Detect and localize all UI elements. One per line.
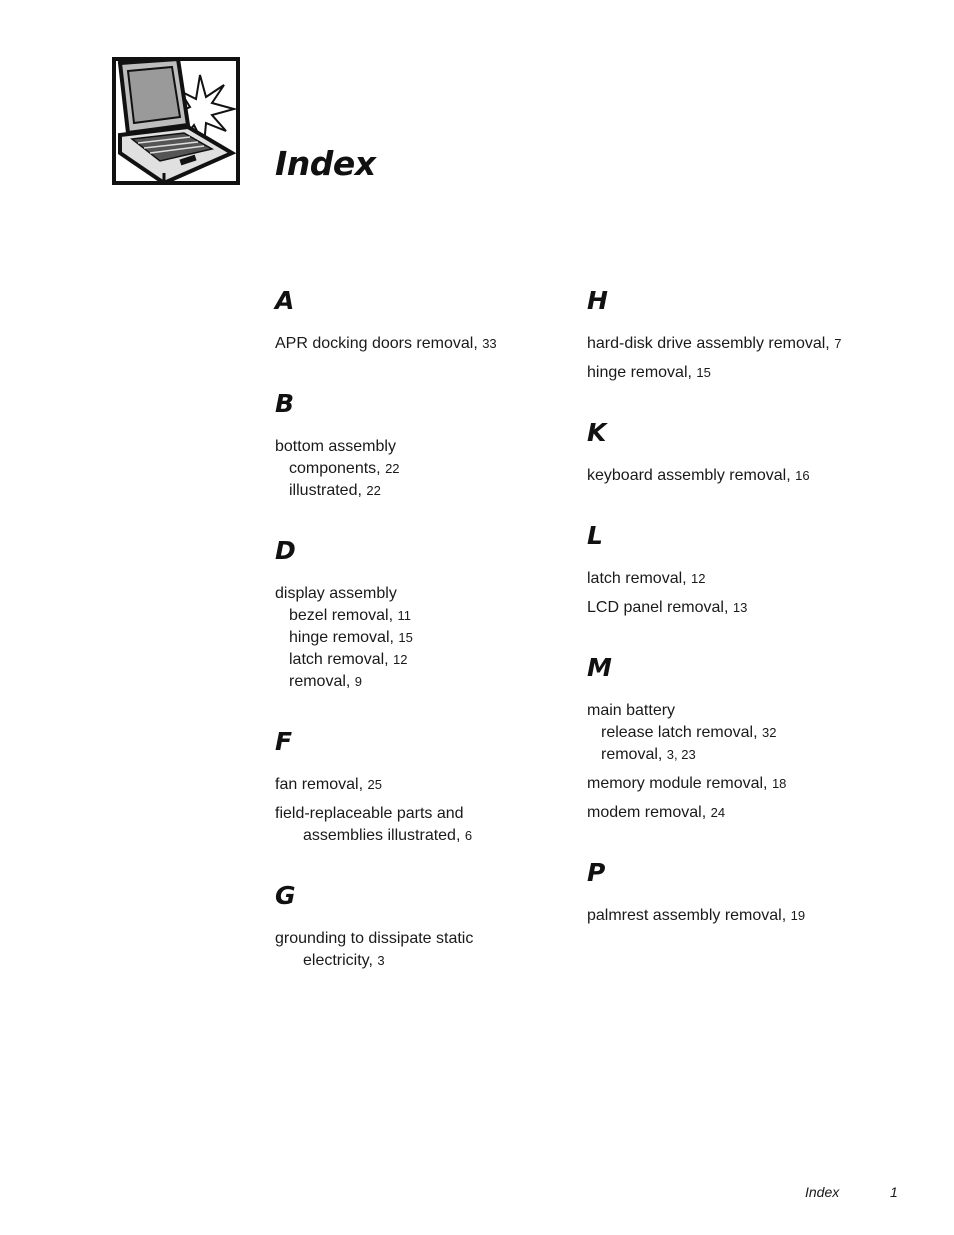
entry-text: LCD panel removal, (587, 599, 733, 616)
entry-text: latch removal, (587, 570, 692, 587)
index-entry (275, 333, 575, 355)
section-letter: M (587, 653, 612, 682)
section-letter: F (275, 727, 293, 756)
entry-text: assemblies illustrated, (303, 827, 465, 844)
entry-pages: 19 (790, 908, 806, 923)
index-entry (275, 803, 575, 847)
index-entry (587, 802, 887, 824)
index-entry (275, 436, 575, 502)
entry-pages: 16 (795, 468, 810, 483)
entry-text: release latch removal, (601, 724, 762, 741)
entry-pages: 15 (398, 630, 413, 645)
entry-pages: 25 (367, 777, 382, 792)
index-section-p (587, 854, 887, 927)
entry-pages: 22 (366, 483, 381, 498)
entry-text: hard-disk drive assembly removal, (587, 335, 835, 352)
index-entry (587, 773, 887, 795)
entry-text: keyboard assembly removal, (587, 467, 796, 484)
entry-pages: 6 (464, 828, 473, 843)
entry-text: field-replaceable parts and (275, 805, 464, 822)
entry-text: display assembly (275, 585, 397, 602)
entry-pages: 33 (482, 336, 497, 351)
entry-pages: 12 (691, 571, 706, 586)
entry-text: grounding to dissipate static (275, 930, 474, 947)
entry-pages: 11 (397, 608, 411, 623)
entry-text: bottom assembly (275, 438, 396, 455)
entry-pages: 3 (377, 953, 385, 968)
index-entry (275, 928, 575, 972)
entry-pages: 3, 23 (666, 747, 696, 762)
section-letter: H (587, 286, 608, 315)
entry-text: removal, (289, 673, 355, 690)
index-entry (587, 700, 887, 766)
index-entry (587, 597, 887, 619)
entry-text: fan removal, (275, 776, 368, 793)
entry-text: memory module removal, (587, 775, 772, 792)
index-entry (587, 333, 887, 355)
entry-text: illustrated, (289, 482, 367, 499)
index-section-k (587, 414, 887, 487)
entry-text: main battery (587, 702, 676, 719)
index-entry (275, 583, 575, 693)
entry-pages: 12 (393, 652, 408, 667)
index-column-right (587, 282, 887, 934)
entry-pages: 7 (834, 336, 842, 351)
index-entry (587, 905, 887, 927)
index-section-a (275, 282, 575, 355)
index-section-d (275, 532, 575, 693)
entry-text: hinge removal, (587, 364, 697, 381)
index-section-m (587, 649, 887, 824)
index-section-l (587, 517, 887, 619)
section-letter: B (275, 389, 295, 418)
entry-text: latch removal, (289, 651, 394, 668)
section-letter: K (587, 418, 607, 447)
entry-pages: 24 (710, 805, 726, 820)
index-entry (275, 774, 575, 796)
entry-text: bezel removal, (289, 607, 398, 624)
entry-text: palmrest assembly removal, (587, 907, 791, 924)
entry-text: modem removal, (587, 804, 711, 821)
entry-text: removal, (601, 746, 667, 763)
laptop-icon (112, 57, 240, 185)
index-entry (587, 362, 887, 384)
index-column-left (275, 282, 575, 979)
index-section-b (275, 385, 575, 502)
section-letter: D (275, 536, 296, 565)
entry-pages: 15 (696, 365, 711, 380)
entry-text: components, (289, 460, 386, 477)
section-letter: G (275, 881, 296, 910)
index-entry (587, 568, 887, 590)
footer-label: Index (805, 1184, 840, 1200)
section-letter: L (587, 521, 603, 550)
entry-pages: 9 (354, 674, 363, 689)
entry-pages: 18 (771, 776, 787, 791)
entry-text: hinge removal, (289, 629, 399, 646)
section-letter: A (275, 286, 295, 315)
entry-pages: 13 (732, 600, 748, 615)
entry-pages: 32 (761, 725, 777, 740)
index-section-h (587, 282, 887, 384)
index-section-g (275, 877, 575, 972)
footer-page-number: 1 (890, 1184, 898, 1200)
section-letter: P (587, 858, 606, 887)
index-entry (587, 465, 887, 487)
entry-text: APR docking doors removal, (275, 335, 483, 352)
entry-text: electricity, (303, 952, 378, 969)
index-section-f (275, 723, 575, 847)
page-title: Index (275, 144, 376, 183)
entry-pages: 22 (385, 461, 400, 476)
